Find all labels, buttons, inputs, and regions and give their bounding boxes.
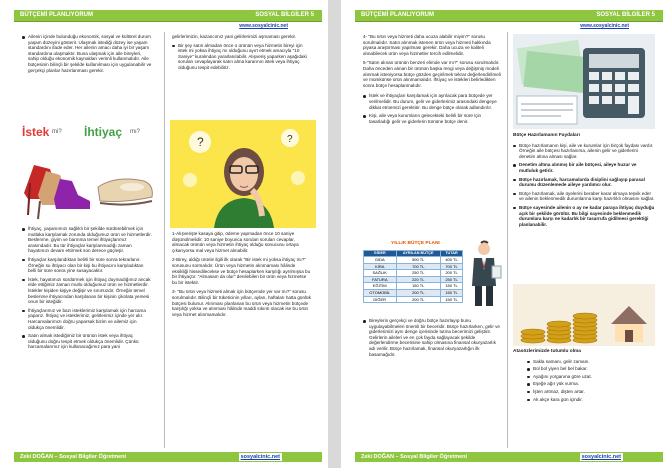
table-cell: FATURA: [364, 276, 397, 283]
table-row: [364, 270, 463, 277]
rule-2: 2-Birey, aldığı ürünle ilgili ilk olarak "Bir istek mi yoksa ihtiyaç mı?" sorusunu sormalıdır. Ürün veya hizmetin alınmaması hâlinde eksikliği hissedilecekse ve bütçe hesaplarken karşılığı ayrılmışsa bu bir ihtiyaçtır. "Almasam da olur" denilebilen bir ürün veya hizmetse bu bir istektir.: [172, 257, 311, 285]
footer-link[interactable]: sosyalcinic.net: [581, 454, 621, 460]
proverbs-list: [513, 359, 655, 403]
istek-ihtiyac-illustration: [20, 123, 158, 223]
shoes-image: [20, 123, 158, 223]
page-header: [355, 10, 663, 22]
page-right: [341, 0, 669, 468]
footer-author: Zeki DOĞAN – Sosyal Bilgiler Öğretmeni: [20, 454, 127, 460]
denge-bullet: İstek ve ihtiyaçları karşılamak için ayrılacak para bütçede yer verilmelidir. Bu durum, gelir ve giderlerimiz arasındaki dengeye dikkat etmemizi gerektirir. Bu denge bütçe olarak adlandırılır.: [363, 93, 501, 110]
page-left: [0, 0, 328, 468]
table-cell: 250 TL: [441, 276, 463, 283]
table-cell: 200 TL: [396, 296, 441, 303]
table-title: YILLIK BÜTÇE PLANI: [391, 241, 440, 246]
table-row: [364, 257, 463, 264]
table-cell: 150 TL: [441, 289, 463, 296]
table-cell: KİRA: [364, 263, 397, 270]
right-column-top: [172, 34, 312, 74]
proverbs-heading: Atasözlerimizde tutumlu olma: [513, 349, 581, 354]
budget-table: [363, 250, 463, 303]
page-footer: [14, 452, 322, 462]
ihtiyac-bullet: İhtiyaç, yaşamımızı sağlıklı bir şekilde sürdürebilmek için mutlaka karşılamak zorunda olduğumuz ürün ve hizmetlerdir. Beslenme, giyim ve barınma temel ihtiyaçlarımız arasındadır. Bu tür ihtiyaçlar karşılanmadığı zaman hayatımızı devam ettirmek son derece güçleşir.: [22, 226, 152, 254]
table-header: AYRILAN BÜTÇE: [396, 251, 441, 257]
proverbs-section: [513, 349, 655, 404]
rule-3: 3- "Bu ürün veya hizmeti almak için bütçemde yer var mı?" sorusu sorulmalıdır. Bilinçli bir tüketicinin yılları, ayları, haftaları hatta günlük bütçesi bulunur. Alınması planlanan bu ürün veya hizmetin bütçede karşılığı yoksa ve alınması hâlinde maddi sıkıntı olacak ise bu ürün veya hizmet alınmamalıdır.: [172, 289, 311, 317]
table-cell: 200 TL: [396, 289, 441, 296]
table-row: [364, 283, 463, 290]
table-row: [364, 289, 463, 296]
harcama-bullet: İhtiyaçlarımız ve bazı isteklerimiz karşılamak için harcama yaparız. İhtiyaç ve isteklerimiz, gelirlerimiz içinde yer alır. Harcamalarımızı doğru yaparsak bizim ve ailemiz için oldukça önemlidir.: [22, 308, 152, 330]
right-column-middle: [513, 133, 655, 230]
businessman-illustration: [465, 240, 503, 310]
site-link[interactable]: www.sosyalcinic.net: [580, 23, 629, 29]
site-link[interactable]: www.sosyalcinic.net: [239, 23, 288, 29]
table-row: [364, 276, 463, 283]
table-cell: 500 TL: [396, 257, 441, 264]
benefit-bullet: Denetim altına alınmış bir aile bütçesi, aileye huzur ve mutluluk getirir.: [513, 162, 655, 173]
left-column-top: [363, 34, 501, 127]
proverb-item: Sakla samanı, gelir zamanı.: [527, 359, 655, 365]
table-cell: 400 TL: [441, 257, 463, 264]
table-cell: GIDA: [364, 257, 397, 264]
svg-text:?: ?: [287, 134, 293, 145]
header-subject: SOSYAL BİLGİLER 5: [596, 12, 655, 18]
benefit-bullet: Bütçe hazırlamanın kişi, aile ve kurumlar için birçok faydası vardır. Örneğin aile bütçesi hazırlanırsa, ailenin gelir ve giderlerini denetim altına alması sağlar.: [513, 143, 655, 160]
benefit-bullet: Bütçe hazırlamak, aile üyelerini beraber karar almaya teşvik eder ve ailenin beklenmedik durumlarına karşı hazırlıklı olmasını sağlar.: [513, 191, 655, 202]
ten-second-bullet: Bir şey satın almadan önce o ürünün veya hizmetin bireyi için istek mi yoksa ihtiyaç mı olduğunu ayırt etmek amacıyla "10 Saniye" kuralından yararlanılabilir. Alışveriş yaparken aşağıdaki soruları cevaplayarak satın alma kararının istek veya ihtiyaç olduğunu tespit edebiliriz.: [172, 43, 312, 71]
benefit-bullet: Bütçe hazırlamak, harcamalarda disiplini sağlayıp parasal durumu düzenlemede aileye yardımcı olur.: [513, 177, 655, 188]
proverb-item: İşten artmaz, dişten artar.: [527, 389, 655, 395]
table-cell: 250 TL: [396, 270, 441, 277]
table-cell: SAĞLIK: [364, 270, 397, 277]
column-divider: [507, 32, 508, 448]
header-title: BÜTÇEMİ PLANLIYORUM: [20, 12, 93, 18]
table-cell: 700 TL: [396, 263, 441, 270]
left-column-bottom: [363, 318, 501, 360]
table-cell: 200 TL: [441, 270, 463, 277]
rule-4: 4- "Bu ürün veya hizmeti daha ucuza alabilir miyim?" sorusu sorulmalıdır. Satın alınmak istenen ürün veya hizmeti hakkında piyasa araştırması yapılması gerekir. Daha ucuza ve kaliteli alınabilecek ürün veya hizmetler tercih edilmelidir.: [363, 34, 491, 56]
finansal-okuryazarlik-bullet: Bireylerin gerçekçi ve doğru bütçe hazırlayıp bunu uygulayabilmeleri önemli bir beceridir. Bütçe hazırlarken, gelir ve giderlerimizi aynı denge içerisinde tutma becerimizi geliştirir. Gelirlerin aileleri ve en çok fayda sağlayacak şekilde değerlendirme becerisine sahip olmasına finansal okuryazarlık adı verilir. Bütçe hazırlamak, finansal okuryazarlığın ilk basamağıdır.: [363, 318, 501, 357]
left-column-top: [22, 34, 152, 76]
rule-5: 5-"Satın alınan ürünün benzeri elimde var mı?" sorusu sorulmalıdır. Daha önceden alınan bir ürünün başka rengi veya değişmiş modeli alınmak isteniyorsa bütçe gözden geçirilmek tekrar değerlendirilmeli ve mümkünse ürün alınmamalıdır. İhtiyaç ve istekleri belirledikten sonra bütçe hesaplanmalıdır.: [363, 60, 501, 88]
proverb-item: Ayağını yorganına göre uzat.: [527, 374, 655, 380]
table-cell: 220 TL: [396, 276, 441, 283]
svg-text:?: ?: [197, 135, 204, 149]
page-footer: [355, 452, 663, 462]
header-subject: SOSYAL BİLGİLER 5: [255, 12, 314, 18]
coins-house-image: [513, 284, 655, 346]
table-cell: 150 TL: [441, 283, 463, 290]
satin-alma-bullet: Satın almak istediğimiz bir ürünün istek veya ihtiyaç olduğunu doğru tespit etmek oldukça önemlidir. Çünkü harcamalarımız için kullanacağımız para yani: [22, 333, 152, 350]
benefits-heading: Bütçe Hazırlamanın Faydaları: [513, 133, 580, 138]
table-header: GİDER: [364, 251, 397, 257]
table-cell: 700 TL: [441, 263, 463, 270]
calculator-illustration: [513, 34, 655, 129]
table-row: [364, 263, 463, 270]
istek-label: İstek: [22, 125, 50, 139]
ihtiyac-question: mı?: [130, 129, 141, 135]
intro-bullet: Ailenin içinde bulunduğu ekonomik, sosyal ve kültürel durum yaşam düzeyini gösterir. Ulaşmak istediği düzey ise yaşam standardını ifade eder. Her ailenin amacı daha iyi bir yaşam standardına ulaşmaktır. Buna ulaşmak için aile bireyleri, sahip olduğu ekonomik kaynakları verimli kullanmalıdır. Aile bütçesinin bilinçli bir şekilde kullanılması için uygulanabilir ve gerçekçi planlar hazırlanması gerekir.: [22, 34, 152, 73]
column-divider: [164, 32, 165, 448]
istek-question: mi?: [52, 129, 62, 135]
right-column-bottom: [172, 231, 312, 319]
table-cell: 150 TL: [396, 283, 441, 290]
table-row: [364, 296, 463, 303]
proverb-item: Ak akçe kara gün içindir.: [527, 397, 655, 403]
butce-tanim-bullet: Kişi, aile veya kurumların gelecekteki belirli bir süre için tasarladığı gelir ve giderlerin tümüne bütçe denir.: [363, 113, 501, 124]
rule-1: 1-Alışverişte kasaya gitip, ödeme yapmadan önce 10 saniye düşünülmelidir. 10 saniye boyunca sorulan soruları cevaplar, almacak ürünün veya hizmetin ihtiyaç olduğu sonucunu ortaya çıkarıyorsa mal veya hizmet alınabilir.: [172, 231, 299, 253]
coins-illustration: [513, 284, 655, 346]
proverb-item: Eşeğe ağır yük vurma.: [527, 381, 655, 387]
page-header: [14, 10, 322, 22]
table-cell: 150 TL: [441, 296, 463, 303]
woman-illustration: [170, 120, 316, 228]
ihtiyac-label: İhtiyaç: [84, 125, 123, 139]
proverb-item: Bol bol yiyen bel bel bakar.: [527, 366, 655, 372]
tekrar-bullet: İhtiyaçlar karşılandıktan belirli bir süre sonra tekrarlanır. Örneğin su ihtiyacı olan bir kişi bu ihtiyacını karşıladıktan belli bir süre sonra yine susayacaktır.: [22, 257, 152, 274]
table-cell: DİĞER: [364, 296, 397, 303]
table-cell: OTOMOBİL: [364, 289, 397, 296]
header-title: BÜTÇEMİ PLANLIYORUM: [361, 12, 434, 18]
table-cell: EĞİTİM: [364, 283, 397, 290]
benefit-bullet: Bütçe sayesinde ailenin o ay ne kadar paraya ihtiyaç duyduğu açık bir şekilde görülür. Bu bilgi sayesinde beklenmedik durumlara karşı ne kadarlık bir tasarrufa gidilmesi gerektiği planlanabilir.: [513, 205, 655, 227]
istek-bullet: İstek, hayatımızı sürdürmek için ihtiyaç duymadığımız ancak elde ettiğimiz zaman mutlu olduğumuz ürün ve hizmetlerdir. İstekler kişiden kişiye değişir ve sınırsızdır. Örneğin temel beslenme ihtiyacından karşılanan bir kişinin çikolata yemesi onun bir isteğidir.: [22, 277, 152, 305]
footer-author: Zeki DOĞAN – Sosyal Bilgiler Öğretmeni: [361, 454, 468, 460]
table-header: TUTAR: [441, 251, 463, 257]
thinking-woman-image: [170, 120, 316, 228]
footer-link[interactable]: sosyalcinic.net: [240, 454, 280, 460]
left-column-bottom: [22, 226, 152, 353]
continuation-text: gelirlerimizin, kazancımız yani gelirlerimizi aşmaması gerekir.: [172, 34, 297, 39]
calculator-money-image: [513, 34, 655, 129]
